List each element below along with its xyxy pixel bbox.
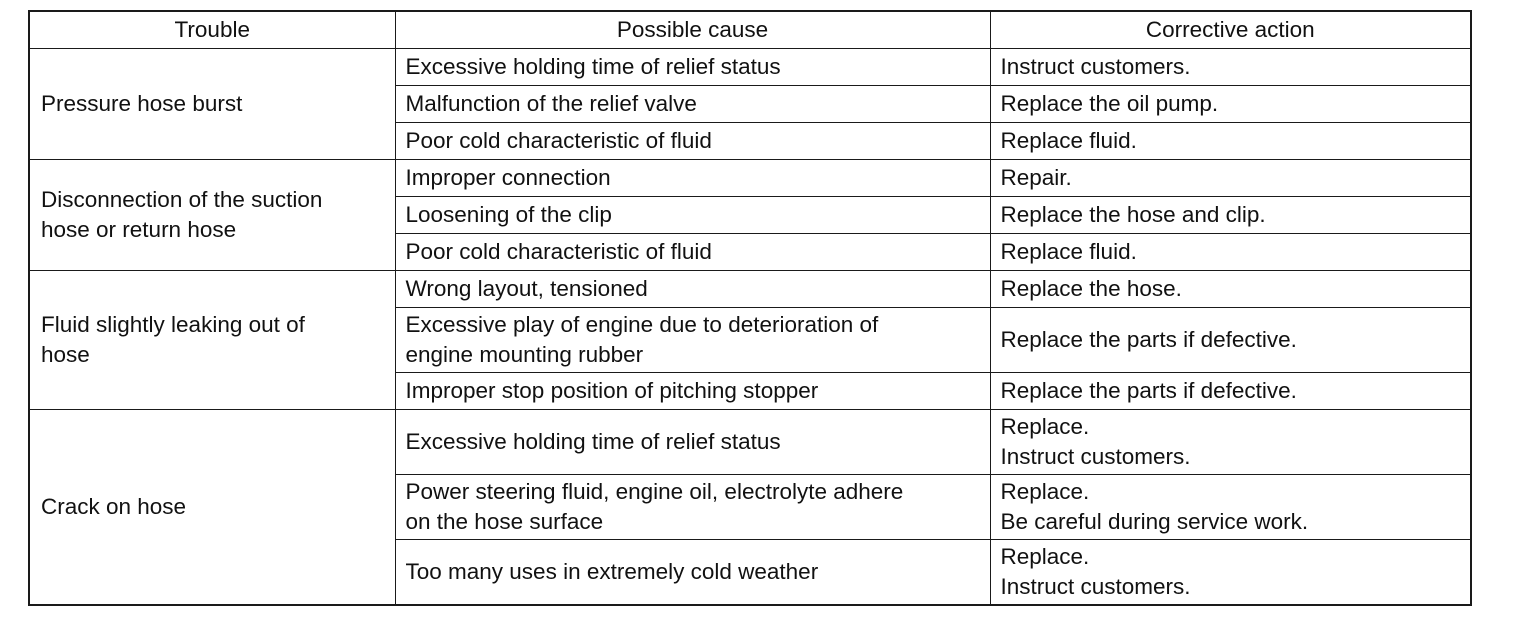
header-corrective-action: Corrective action <box>990 11 1471 49</box>
action-cell <box>990 410 1471 475</box>
trouble-text: Fluid slightly leaking out of hose <box>41 312 305 367</box>
cause-cell <box>395 373 990 410</box>
table-row <box>29 410 1471 475</box>
cause-text: Improper connection <box>405 165 611 190</box>
action-text: Replace fluid. <box>1000 128 1137 153</box>
cause-cell <box>395 308 990 373</box>
table-row <box>29 49 1471 86</box>
header-row <box>29 11 1471 49</box>
action-cell <box>990 160 1471 197</box>
cause-cell <box>395 410 990 475</box>
cause-cell <box>395 271 990 308</box>
action-text: Replace fluid. <box>1000 239 1137 264</box>
action-cell <box>990 373 1471 410</box>
trouble-cell <box>29 410 395 606</box>
action-cell <box>990 271 1471 308</box>
action-text: Instruct customers. <box>1000 54 1191 79</box>
action-text: Replace the parts if defective. <box>1000 378 1297 403</box>
header-trouble: Trouble <box>29 11 395 49</box>
action-cell <box>990 49 1471 86</box>
trouble-cell <box>29 49 395 160</box>
cause-cell <box>395 234 990 271</box>
action-text: Replace the oil pump. <box>1000 91 1219 116</box>
table-row <box>29 160 1471 197</box>
cause-text: Loosening of the clip <box>405 202 612 227</box>
cause-cell <box>395 197 990 234</box>
cause-cell <box>395 123 990 160</box>
cause-text: Too many uses in extremely cold weather <box>405 559 819 584</box>
table-row <box>29 271 1471 308</box>
cause-text: Poor cold characteristic of fluid <box>405 239 712 264</box>
action-text: Replace. Be careful during service work. <box>1000 479 1309 534</box>
action-cell <box>990 86 1471 123</box>
action-cell <box>990 234 1471 271</box>
cause-text: Excessive holding time of relief status <box>405 429 781 454</box>
trouble-cell <box>29 160 395 271</box>
action-cell <box>990 475 1471 540</box>
cause-text: Excessive holding time of relief status <box>405 54 781 79</box>
cause-text: Poor cold characteristic of fluid <box>405 128 712 153</box>
action-text: Replace the parts if defective. <box>1000 327 1297 352</box>
action-text: Replace. Instruct customers. <box>1000 544 1191 599</box>
cause-cell <box>395 475 990 540</box>
action-text: Replace. Instruct customers. <box>1000 414 1191 469</box>
cause-text: Power steering fluid, engine oil, electrolyte adhere on the hose surface <box>405 479 904 534</box>
action-text: Replace the hose. <box>1000 276 1182 301</box>
trouble-text: Disconnection of the suction hose or return hose <box>41 187 323 242</box>
cause-cell <box>395 160 990 197</box>
cause-cell <box>395 86 990 123</box>
trouble-text: Pressure hose burst <box>41 91 243 116</box>
cause-text: Improper stop position of pitching stopper <box>405 378 819 403</box>
troubleshooting-table <box>28 10 1472 606</box>
table-header <box>29 11 1471 49</box>
action-cell <box>990 197 1471 234</box>
action-cell <box>990 123 1471 160</box>
cause-text: Wrong layout, tensioned <box>405 276 648 301</box>
action-text: Replace the hose and clip. <box>1000 202 1266 227</box>
cause-cell <box>395 540 990 606</box>
action-cell <box>990 540 1471 606</box>
trouble-cell <box>29 271 395 410</box>
header-possible-cause: Possible cause <box>395 11 990 49</box>
action-cell <box>990 308 1471 373</box>
cause-cell <box>395 49 990 86</box>
trouble-text: Crack on hose <box>41 494 187 519</box>
cause-text: Malfunction of the relief valve <box>405 91 697 116</box>
action-text: Repair. <box>1000 165 1072 190</box>
table-body <box>29 49 1471 606</box>
cause-text: Excessive play of engine due to deterioration of engine mounting rubber <box>405 312 879 367</box>
